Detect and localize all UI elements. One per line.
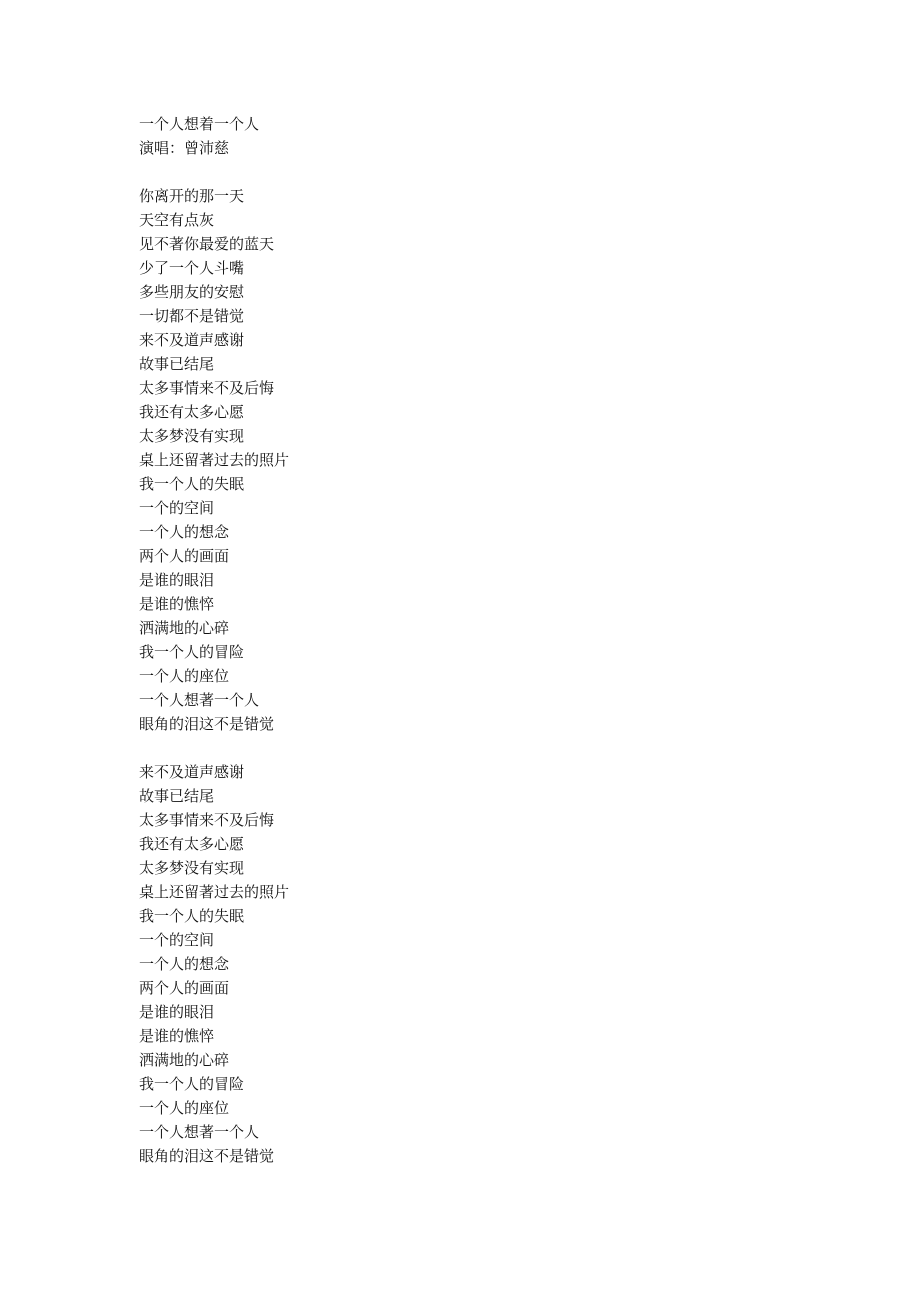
- lyric-line: 来不及道声感谢: [139, 763, 245, 781]
- song-title: 一个人想着一个人: [139, 115, 260, 133]
- lyric-line: 一切都不是错觉: [139, 307, 245, 325]
- lyric-line: 一个人的想念: [139, 955, 230, 973]
- lyric-line: 天空有点灰: [139, 211, 215, 229]
- lyric-line: 一个的空间: [139, 499, 215, 517]
- lyric-line: 一个人想著一个人: [139, 691, 260, 709]
- lyric-line: 洒满地的心碎: [139, 1051, 230, 1069]
- lyric-line: 一个的空间: [139, 931, 215, 949]
- lyric-line: 是谁的憔悴: [139, 595, 215, 613]
- lyric-line: 眼角的泪这不是错觉: [139, 1147, 275, 1165]
- lyric-line: 两个人的画面: [139, 547, 230, 565]
- lyric-line: 眼角的泪这不是错觉: [139, 715, 275, 733]
- lyrics-content: [139, 112, 839, 1168]
- lyric-line: 太多梦没有实现: [139, 427, 245, 445]
- lyric-line: 是谁的眼泪: [139, 571, 215, 589]
- lyric-line: 一个人的想念: [139, 523, 230, 541]
- singer-line: 演唱：曾沛慈: [139, 139, 230, 157]
- lyric-line: 故事已结尾: [139, 787, 215, 805]
- verse-2: [139, 760, 839, 1168]
- lyric-line: 太多事情来不及后悔: [139, 379, 275, 397]
- lyric-line: 一个人的座位: [139, 667, 230, 685]
- lyric-line: 一个人的座位: [139, 1099, 230, 1117]
- lyric-line: 我还有太多心愿: [139, 835, 245, 853]
- lyric-line: 少了一个人斗嘴: [139, 259, 245, 277]
- lyric-line: 我一个人的冒险: [139, 1075, 245, 1093]
- lyric-line: 多些朋友的安慰: [139, 283, 245, 301]
- lyric-line: 桌上还留著过去的照片: [139, 883, 290, 901]
- lyric-line: 桌上还留著过去的照片: [139, 451, 290, 469]
- lyric-line: 我一个人的失眠: [139, 907, 245, 925]
- lyric-line: 我还有太多心愿: [139, 403, 245, 421]
- lyric-line: 是谁的眼泪: [139, 1003, 215, 1021]
- lyric-line: 太多梦没有实现: [139, 859, 245, 877]
- stanza-gap: [139, 736, 839, 760]
- lyric-line: 我一个人的冒险: [139, 643, 245, 661]
- lyric-line: 太多事情来不及后悔: [139, 811, 275, 829]
- lyric-line: 来不及道声感谢: [139, 331, 245, 349]
- lyric-line: 一个人想著一个人: [139, 1123, 260, 1141]
- lyric-line: 你离开的那一天: [139, 187, 245, 205]
- verse-1: [139, 184, 839, 736]
- lyric-line: 故事已结尾: [139, 355, 215, 373]
- lyric-line: 洒满地的心碎: [139, 619, 230, 637]
- lyric-line: 见不著你最爱的蓝天: [139, 235, 275, 253]
- stanza-gap: [139, 160, 839, 184]
- lyric-line: 是谁的憔悴: [139, 1027, 215, 1045]
- lyric-line: 我一个人的失眠: [139, 475, 245, 493]
- lyric-line: 两个人的画面: [139, 979, 230, 997]
